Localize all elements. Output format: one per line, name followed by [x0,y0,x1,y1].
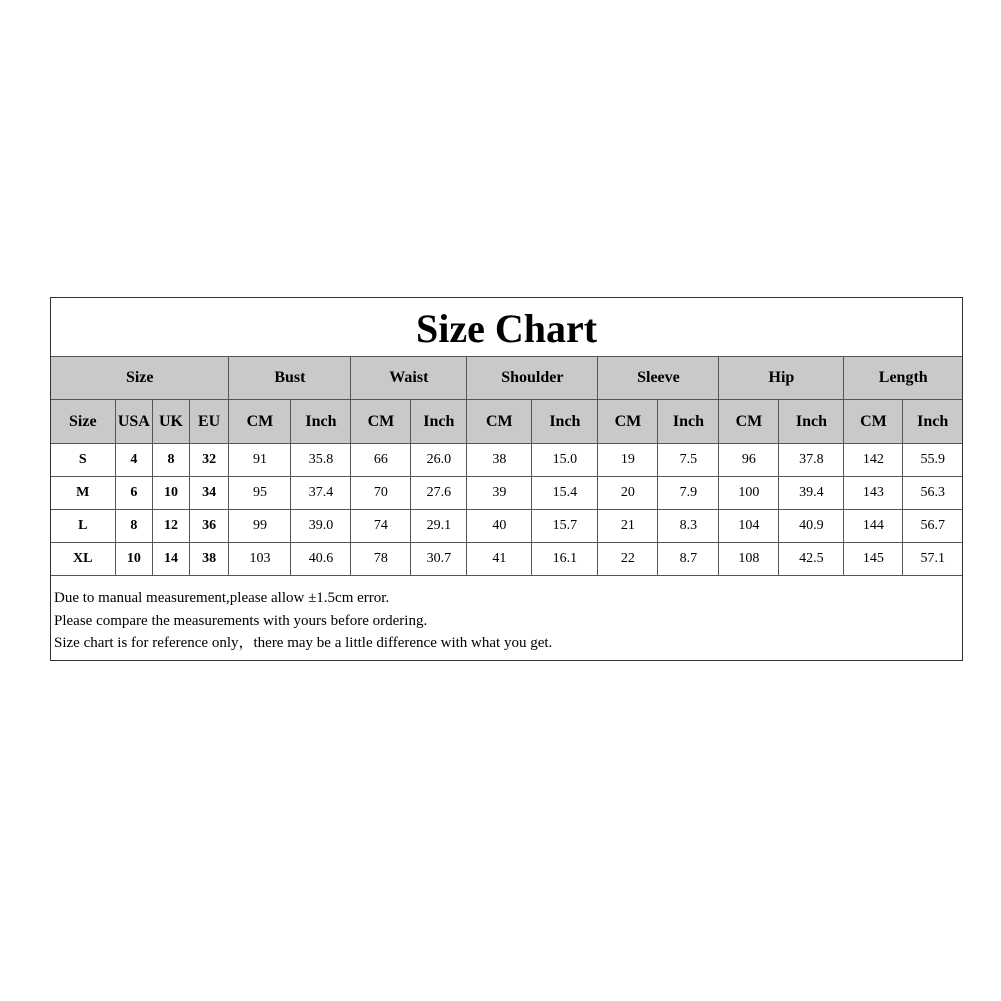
table-cell: 16.1 [532,543,598,576]
table-cell: 108 [719,543,779,576]
table-cell: 40.6 [291,543,351,576]
size-table [51,357,962,576]
table-cell: 8.3 [658,510,719,543]
table-row [51,444,962,477]
table-cell: 29.1 [411,510,467,543]
column-header: CM [229,400,291,444]
table-cell: 145 [844,543,903,576]
table-cell: 70 [351,477,411,510]
table-cell: 6 [115,477,153,510]
chart-title: Size Chart [51,298,962,357]
table-cell: 57.1 [903,543,962,576]
table-cell: 56.3 [903,477,962,510]
table-row [51,477,962,510]
note-line: Due to manual measurement,please allow ±1.5cm error. [54,590,390,606]
column-header: EU [189,400,229,444]
table-row [51,510,962,543]
note-line: Size chart is for reference only，there may be a little difference with what you get. [54,635,553,651]
table-cell: 20 [598,477,658,510]
column-header: Inch [291,400,351,444]
table-cell: 37.8 [779,444,844,477]
group-header: Size [51,357,229,400]
table-cell: 15.0 [532,444,598,477]
table-cell: 39.0 [291,510,351,543]
group-header: Hip [719,357,844,400]
table-cell: 41 [467,543,532,576]
table-cell: 37.4 [291,477,351,510]
table-cell: 55.9 [903,444,962,477]
table-cell: 35.8 [291,444,351,477]
table-cell: 27.6 [411,477,467,510]
table-cell: XL [51,543,115,576]
table-cell: 7.9 [658,477,719,510]
column-header: Inch [903,400,962,444]
column-header: USA [115,400,153,444]
table-cell: 56.7 [903,510,962,543]
table-cell: 36 [189,510,229,543]
table-cell: 30.7 [411,543,467,576]
column-header-row [51,400,962,444]
table-cell: M [51,477,115,510]
size-chart [50,297,963,661]
table-row [51,543,962,576]
table-cell: 78 [351,543,411,576]
table-cell: 99 [229,510,291,543]
table-cell: 91 [229,444,291,477]
column-header: Inch [779,400,844,444]
column-header: CM [719,400,779,444]
table-cell: 22 [598,543,658,576]
table-cell: 66 [351,444,411,477]
table-cell: 143 [844,477,903,510]
table-cell: 14 [153,543,190,576]
table-cell: 39.4 [779,477,844,510]
group-header: Shoulder [467,357,598,400]
group-header-row [51,357,962,400]
column-header: Size [51,400,115,444]
column-header: CM [351,400,411,444]
table-cell: 144 [844,510,903,543]
column-header: CM [467,400,532,444]
column-header: CM [598,400,658,444]
table-cell: 103 [229,543,291,576]
table-cell: 15.7 [532,510,598,543]
table-cell: 100 [719,477,779,510]
table-cell: 40 [467,510,532,543]
table-cell: 38 [189,543,229,576]
table-cell: 10 [115,543,153,576]
group-header: Waist [351,357,467,400]
table-cell: 96 [719,444,779,477]
table-cell: L [51,510,115,543]
table-cell: 8 [153,444,190,477]
table-cell: 21 [598,510,658,543]
note-line: Please compare the measurements with yours before ordering. [54,612,428,629]
table-cell: 15.4 [532,477,598,510]
column-header: Inch [411,400,467,444]
table-cell: S [51,444,115,477]
table-cell: 7.5 [658,444,719,477]
column-header: Inch [658,400,719,444]
table-cell: 39 [467,477,532,510]
group-header: Length [844,357,962,400]
table-cell: 42.5 [779,543,844,576]
column-header: CM [844,400,903,444]
table-cell: 74 [351,510,411,543]
table-cell: 40.9 [779,510,844,543]
table-cell: 8.7 [658,543,719,576]
group-header: Sleeve [598,357,719,400]
group-header: Bust [229,357,351,400]
table-cell: 12 [153,510,190,543]
table-cell: 8 [115,510,153,543]
table-cell: 32 [189,444,229,477]
notes [51,576,962,655]
table-cell: 19 [598,444,658,477]
table-cell: 34 [189,477,229,510]
column-header: Inch [532,400,598,444]
table-cell: 26.0 [411,444,467,477]
table-cell: 95 [229,477,291,510]
table-cell: 104 [719,510,779,543]
table-cell: 10 [153,477,190,510]
column-header: UK [153,400,190,444]
table-cell: 38 [467,444,532,477]
table-cell: 4 [115,444,153,477]
table-cell: 142 [844,444,903,477]
